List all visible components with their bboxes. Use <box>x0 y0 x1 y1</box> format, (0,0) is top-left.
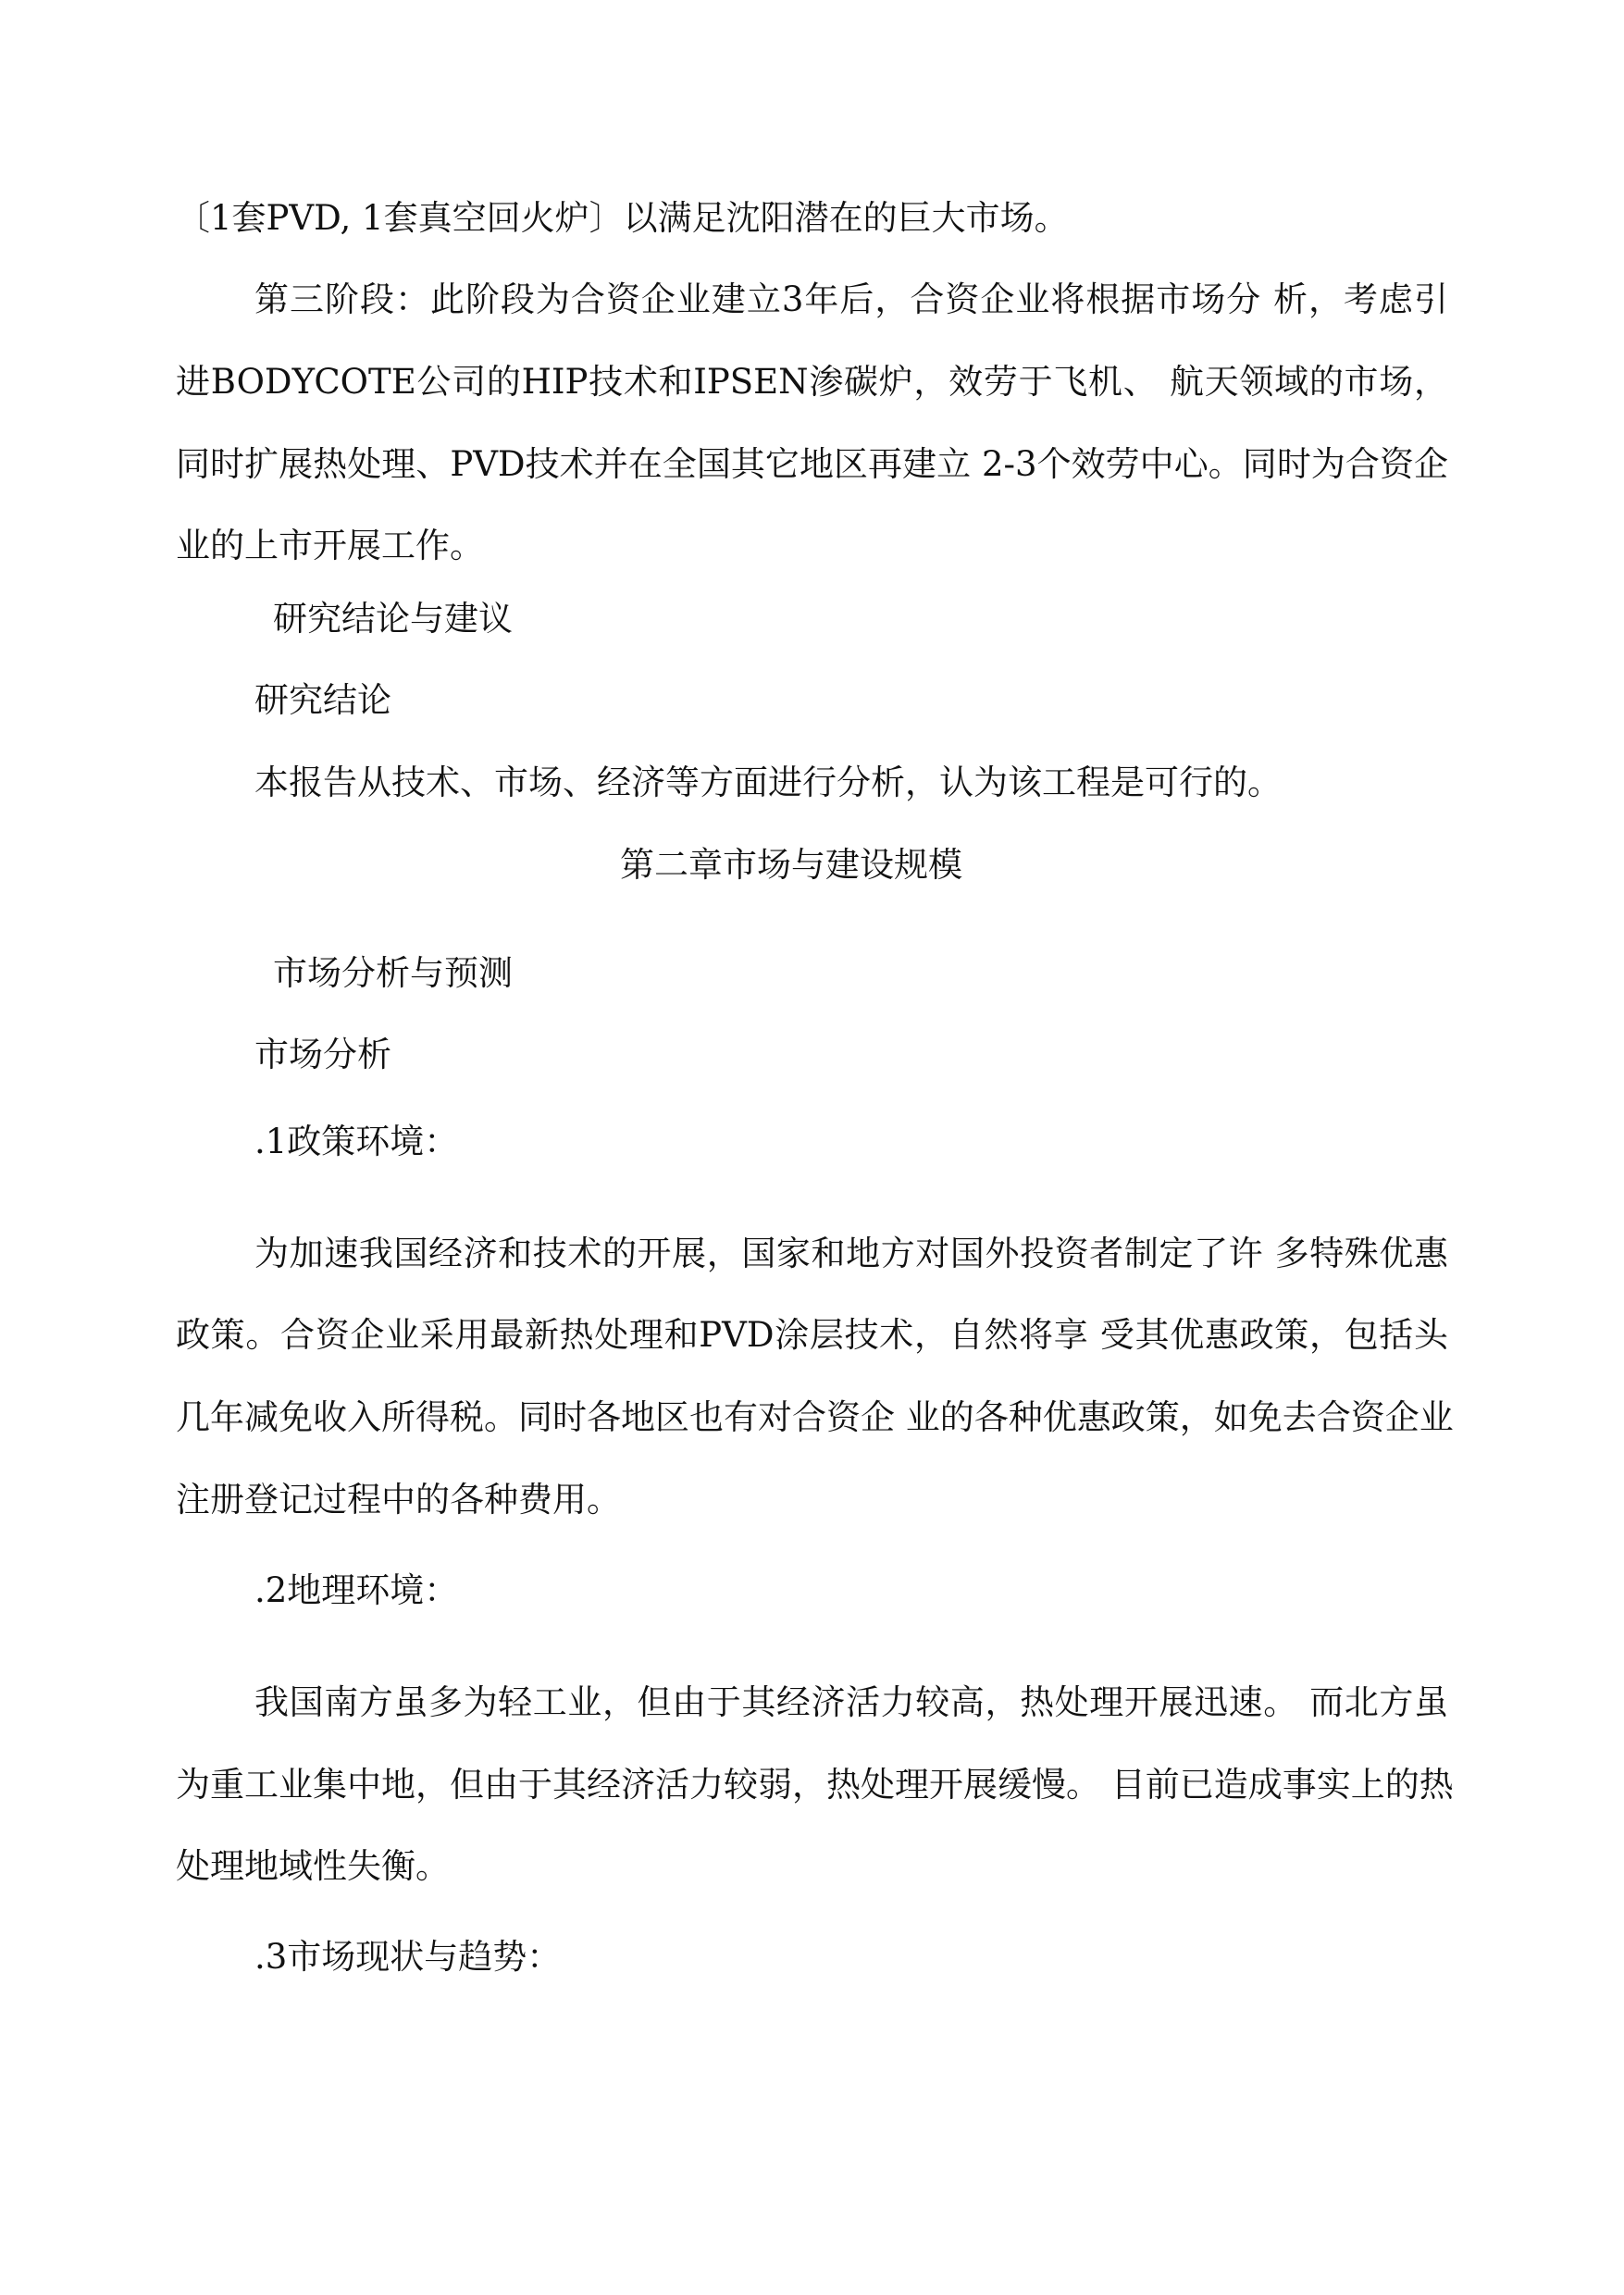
paragraph-line: 处理地域性失衡。 <box>176 1846 450 1886</box>
item-heading: .2地理环境： <box>254 1570 459 1610</box>
paragraph-line: 业的上市开展工作。 <box>176 526 484 565</box>
paragraph-line: 注册登记过程中的各种费用。 <box>176 1480 621 1520</box>
chapter-title: 第二章市场与建设规模 <box>620 845 962 885</box>
paragraph-line: 政策。合资企业采用最新热处理和PVD涂层技术，自然将享 受其优惠政策，包括头 <box>176 1315 1448 1355</box>
paragraph-line: 同时扩展热处理、PVD技术并在全国其它地区再建立 2-3个效劳中心。同时为合资企 <box>176 444 1448 484</box>
paragraph-line: 进BODYCOTE公司的HIP技术和IPSEN渗碳炉，效劳于飞机、 航天领域的市场， <box>176 362 1448 402</box>
paragraph-line: 为重工业集中地，但由于其经济活力较弱，热处理开展缓慢。 目前已造成事实上的热 <box>176 1765 1454 1805</box>
paragraph-line: 我国南方虽多为轻工业，但由于其经济活力较高，热处理开展迅速。 而北方虽 <box>254 1682 1448 1722</box>
paragraph-line: 几年减免收入所得税。同时各地区也有对合资企 业的各种优惠政策，如免去合资企业 <box>176 1397 1454 1437</box>
paragraph-line: 本报告从技术、市场、经济等方面进行分析，认为该工程是可行的。 <box>254 763 1282 802</box>
item-heading: .3市场现状与趋势： <box>254 1937 562 1977</box>
paragraph-line: 第三阶段：此阶段为合资企业建立3年后，合资企业将根据市场分 析，考虑引 <box>254 279 1448 319</box>
paragraph-line: 〔1套PVD, 1套真空回火炉〕以满足沈阳潜在的巨大市场。 <box>176 198 1069 238</box>
paragraph-line: 为加速我国经济和技术的开展，国家和地方对国外投资者制定了许 多特殊优惠 <box>254 1234 1448 1273</box>
section-heading: 市场分析与预测 <box>273 953 513 993</box>
section-heading: 研究结论与建议 <box>273 599 513 639</box>
subsection-heading: 市场分析 <box>254 1035 391 1074</box>
item-heading: .1政策环境： <box>254 1122 459 1161</box>
subsection-heading: 研究结论 <box>254 680 391 720</box>
